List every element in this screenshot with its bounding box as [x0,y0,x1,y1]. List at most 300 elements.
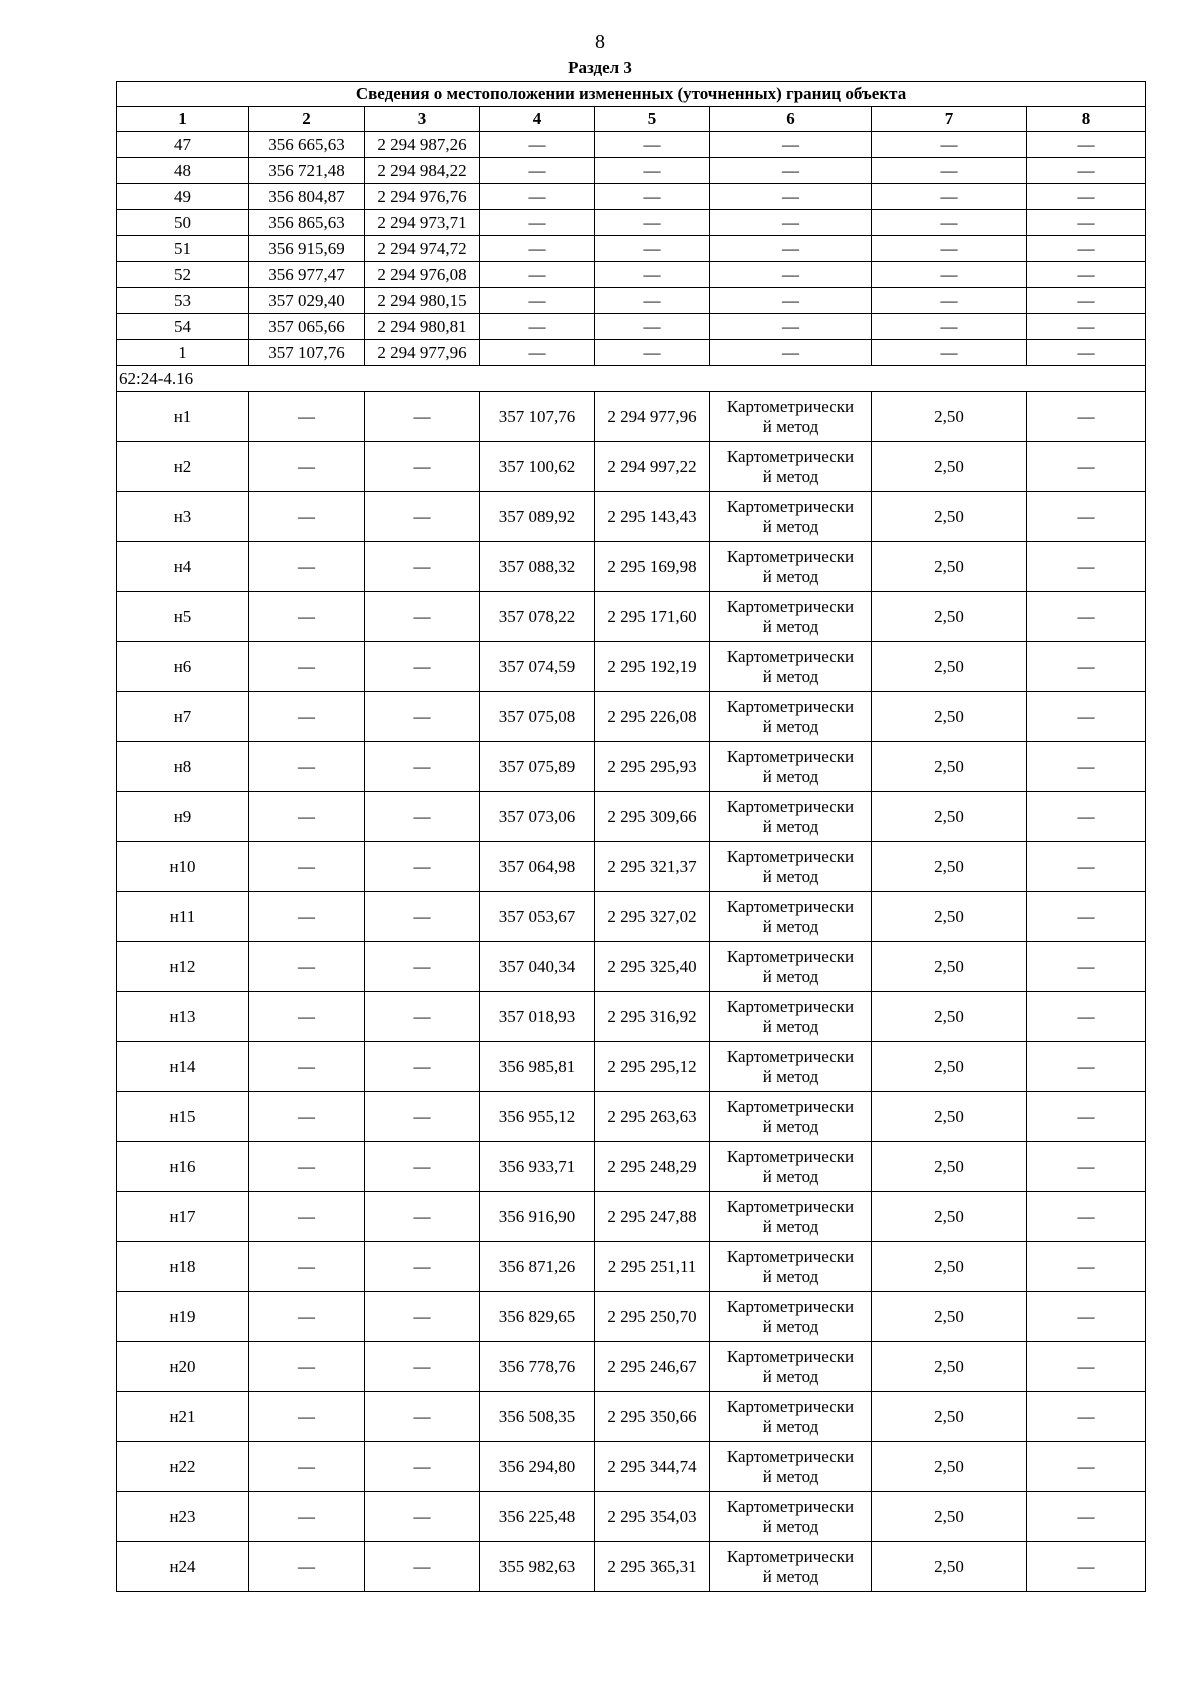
table-row [117,1142,1146,1192]
coordinate-x: 356 829,65 [480,1292,595,1342]
method-text-line1: Картометрически [726,1096,855,1116]
empty-cell: — [1027,692,1146,742]
empty-cell: — [249,992,365,1042]
method-cell [710,1342,872,1392]
empty-cell: — [872,314,1027,340]
empty-cell: — [1027,1492,1146,1542]
table-row [117,1192,1146,1242]
method-text-line1: Картометрически [726,796,855,816]
method-cell [710,1142,872,1192]
coordinate-x: 357 078,22 [480,592,595,642]
coordinate-x: 356 871,26 [480,1242,595,1292]
coordinate-y: 2 295 354,03 [595,1492,710,1542]
empty-cell: — [249,692,365,742]
empty-cell: — [710,340,872,366]
point-number: н3 [117,492,249,542]
empty-cell: — [595,210,710,236]
column-number: 8 [1027,107,1146,132]
accuracy-value: 2,50 [872,1392,1027,1442]
coordinate-x: 357 089,92 [480,492,595,542]
table-row [117,1492,1146,1542]
empty-cell: — [710,158,872,184]
coordinate-y: 2 295 327,02 [595,892,710,942]
point-number: н9 [117,792,249,842]
accuracy-value: 2,50 [872,942,1027,992]
empty-cell: — [365,442,480,492]
empty-cell: — [1027,892,1146,942]
coordinate-x: 357 029,40 [249,288,365,314]
coordinate-y: 2 295 171,60 [595,592,710,642]
method-text-line1: Картометрически [726,1546,855,1566]
empty-cell: — [1027,792,1146,842]
empty-cell: — [710,210,872,236]
table-row [117,392,1146,442]
table-row [117,1342,1146,1392]
method-cell [710,942,872,992]
empty-cell: — [710,262,872,288]
coordinate-y: 2 295 295,93 [595,742,710,792]
coordinate-x: 357 075,08 [480,692,595,742]
empty-cell: — [872,210,1027,236]
method-text-line2: й метод [762,816,819,836]
coordinate-y: 2 294 976,76 [365,184,480,210]
empty-cell: — [1027,542,1146,592]
empty-cell: — [365,1542,480,1592]
empty-cell: — [595,236,710,262]
column-number: 7 [872,107,1027,132]
empty-cell: — [595,184,710,210]
table-row [117,692,1146,742]
point-number: н13 [117,992,249,1042]
empty-cell: — [365,1392,480,1442]
point-number: н21 [117,1392,249,1442]
coordinate-y: 2 294 987,26 [365,132,480,158]
method-text-line2: й метод [762,1366,819,1386]
empty-cell: — [1027,184,1146,210]
accuracy-value: 2,50 [872,1192,1027,1242]
empty-cell: — [249,1192,365,1242]
empty-cell: — [480,340,595,366]
point-number: н16 [117,1142,249,1192]
table-row [117,442,1146,492]
method-text-line2: й метод [762,616,819,636]
coordinate-y: 2 295 316,92 [595,992,710,1042]
group-row [117,366,1146,392]
empty-cell: — [249,942,365,992]
table-row [117,210,1146,236]
accuracy-value: 2,50 [872,992,1027,1042]
coordinate-y: 2 294 976,08 [365,262,480,288]
method-text-line1: Картометрически [726,846,855,866]
coordinate-x: 356 294,80 [480,1442,595,1492]
method-cell [710,1042,872,1092]
method-cell [710,892,872,942]
coordinate-y: 2 294 980,15 [365,288,480,314]
empty-cell: — [249,1492,365,1542]
method-text-line1: Картометрически [726,546,855,566]
empty-cell: — [1027,992,1146,1042]
table-row [117,1092,1146,1142]
method-text-line1: Картометрически [726,1296,855,1316]
accuracy-value: 2,50 [872,1542,1027,1592]
method-text-line2: й метод [762,416,819,436]
coordinate-x: 356 916,90 [480,1192,595,1242]
table-row [117,314,1146,340]
empty-cell: — [872,262,1027,288]
empty-cell: — [595,340,710,366]
table-row [117,1392,1146,1442]
table-row [117,842,1146,892]
coordinate-y: 2 295 321,37 [595,842,710,892]
table-row [117,992,1146,1042]
method-text-line1: Картометрически [726,446,855,466]
empty-cell: — [595,132,710,158]
accuracy-value: 2,50 [872,1142,1027,1192]
table-row [117,1542,1146,1592]
empty-cell: — [872,132,1027,158]
coordinate-x: 357 100,62 [480,442,595,492]
table-row [117,158,1146,184]
table-row [117,1442,1146,1492]
empty-cell: — [1027,642,1146,692]
point-number: н2 [117,442,249,492]
point-number: 47 [117,132,249,158]
empty-cell: — [480,210,595,236]
coordinate-y: 2 295 248,29 [595,1142,710,1192]
coordinate-y: 2 295 365,31 [595,1542,710,1592]
point-number: н11 [117,892,249,942]
table-row [117,642,1146,692]
empty-cell: — [365,642,480,692]
accuracy-value: 2,50 [872,892,1027,942]
method-text-line2: й метод [762,766,819,786]
empty-cell: — [249,1342,365,1392]
point-number: н22 [117,1442,249,1492]
method-text-line2: й метод [762,1566,819,1586]
method-cell [710,1192,872,1242]
coordinate-x: 357 107,76 [480,392,595,442]
coordinate-x: 356 721,48 [249,158,365,184]
accuracy-value: 2,50 [872,492,1027,542]
point-number: н7 [117,692,249,742]
point-number: 51 [117,236,249,262]
method-text-line2: й метод [762,716,819,736]
method-text-line2: й метод [762,966,819,986]
table-row [117,132,1146,158]
empty-cell: — [365,492,480,542]
empty-cell: — [249,792,365,842]
method-text-line1: Картометрически [726,1346,855,1366]
table-row [117,942,1146,992]
method-text-line1: Картометрически [726,646,855,666]
coordinate-y: 2 295 350,66 [595,1392,710,1442]
empty-cell: — [365,892,480,942]
accuracy-value: 2,50 [872,442,1027,492]
coordinate-x: 356 977,47 [249,262,365,288]
accuracy-value: 2,50 [872,742,1027,792]
accuracy-value: 2,50 [872,592,1027,642]
method-cell [710,592,872,642]
table-row [117,1242,1146,1292]
coordinate-x: 356 985,81 [480,1042,595,1092]
coordinate-x: 356 865,63 [249,210,365,236]
empty-cell: — [480,314,595,340]
point-number: н18 [117,1242,249,1292]
empty-cell: — [249,1092,365,1142]
column-number: 3 [365,107,480,132]
empty-cell: — [480,184,595,210]
cadastral-number-label: 62:24-4.16 [117,366,1146,392]
empty-cell: — [365,1042,480,1092]
point-number: 48 [117,158,249,184]
coordinate-y: 2 294 977,96 [595,392,710,442]
empty-cell: — [1027,592,1146,642]
method-cell [710,792,872,842]
empty-cell: — [365,842,480,892]
empty-cell: — [365,1092,480,1142]
accuracy-value: 2,50 [872,642,1027,692]
accuracy-value: 2,50 [872,1292,1027,1342]
coordinate-x: 356 933,71 [480,1142,595,1192]
point-number: 54 [117,314,249,340]
empty-cell: — [1027,210,1146,236]
page-number: 8 [595,31,605,53]
coordinate-x: 357 088,32 [480,542,595,592]
coordinate-y: 2 295 247,88 [595,1192,710,1242]
empty-cell: — [1027,492,1146,542]
empty-cell: — [480,288,595,314]
coordinate-x: 356 778,76 [480,1342,595,1392]
empty-cell: — [365,792,480,842]
accuracy-value: 2,50 [872,542,1027,592]
method-text-line1: Картометрически [726,1396,855,1416]
table-row [117,1292,1146,1342]
empty-cell: — [249,1142,365,1192]
empty-cell: — [1027,132,1146,158]
empty-cell: — [1027,1042,1146,1092]
coordinate-x: 357 075,89 [480,742,595,792]
coordinate-x: 355 982,63 [480,1542,595,1592]
coordinate-y: 2 295 263,63 [595,1092,710,1142]
point-number: н10 [117,842,249,892]
method-text-line2: й метод [762,466,819,486]
empty-cell: — [365,1442,480,1492]
method-cell [710,1092,872,1142]
table-row [117,492,1146,542]
method-text-line2: й метод [762,1016,819,1036]
empty-cell: — [249,1042,365,1092]
table-row [117,892,1146,942]
empty-cell: — [365,1342,480,1392]
method-text-line1: Картометрически [726,996,855,1016]
accuracy-value: 2,50 [872,1242,1027,1292]
method-cell [710,492,872,542]
empty-cell: — [1027,262,1146,288]
method-text-line2: й метод [762,1316,819,1336]
method-text-line2: й метод [762,516,819,536]
empty-cell: — [365,542,480,592]
method-cell [710,742,872,792]
boundary-coordinates-table [116,81,1146,1592]
empty-cell: — [365,1292,480,1342]
coordinate-x: 356 804,87 [249,184,365,210]
empty-cell: — [1027,1442,1146,1492]
section-title: Раздел 3 [568,58,632,77]
table-row [117,288,1146,314]
empty-cell: — [872,340,1027,366]
point-number: н4 [117,542,249,592]
coordinate-x: 357 018,93 [480,992,595,1042]
method-cell [710,1542,872,1592]
empty-cell: — [249,742,365,792]
column-number: 4 [480,107,595,132]
coordinate-y: 2 295 250,70 [595,1292,710,1342]
point-number: 49 [117,184,249,210]
method-cell [710,642,872,692]
coordinate-y: 2 295 325,40 [595,942,710,992]
accuracy-value: 2,50 [872,1042,1027,1092]
coordinate-x: 356 915,69 [249,236,365,262]
empty-cell: — [249,592,365,642]
point-number: н8 [117,742,249,792]
coordinate-x: 357 065,66 [249,314,365,340]
empty-cell: — [1027,236,1146,262]
table-row [117,340,1146,366]
coordinate-y: 2 295 344,74 [595,1442,710,1492]
method-text-line1: Картометрически [726,1196,855,1216]
coordinate-y: 2 295 251,11 [595,1242,710,1292]
empty-cell: — [249,442,365,492]
table-row [117,792,1146,842]
empty-cell: — [1027,842,1146,892]
table-caption-row [117,82,1146,107]
method-text-line1: Картометрически [726,746,855,766]
method-text-line1: Картометрически [726,396,855,416]
coordinate-y: 2 294 984,22 [365,158,480,184]
empty-cell: — [1027,288,1146,314]
method-cell [710,442,872,492]
accuracy-value: 2,50 [872,1492,1027,1542]
empty-cell: — [872,158,1027,184]
empty-cell: — [1027,392,1146,442]
accuracy-value: 2,50 [872,392,1027,442]
empty-cell: — [365,1242,480,1292]
coordinate-x: 356 225,48 [480,1492,595,1542]
coordinate-y: 2 295 226,08 [595,692,710,742]
column-number: 2 [249,107,365,132]
empty-cell: — [872,288,1027,314]
table-body [117,82,1146,1592]
coordinate-x: 356 508,35 [480,1392,595,1442]
empty-cell: — [249,1542,365,1592]
empty-cell: — [1027,1292,1146,1342]
empty-cell: — [365,942,480,992]
empty-cell: — [365,992,480,1042]
coordinate-x: 357 064,98 [480,842,595,892]
empty-cell: — [1027,158,1146,184]
coordinate-y: 2 295 246,67 [595,1342,710,1392]
column-number: 5 [595,107,710,132]
empty-cell: — [710,314,872,340]
point-number: н17 [117,1192,249,1242]
method-text-line1: Картометрически [726,1496,855,1516]
coordinate-y: 2 295 295,12 [595,1042,710,1092]
coordinate-y: 2 294 980,81 [365,314,480,340]
coordinate-y: 2 294 974,72 [365,236,480,262]
point-number: 1 [117,340,249,366]
accuracy-value: 2,50 [872,842,1027,892]
coordinate-y: 2 295 309,66 [595,792,710,842]
empty-cell: — [872,184,1027,210]
empty-cell: — [1027,1392,1146,1442]
coordinate-y: 2 294 997,22 [595,442,710,492]
coordinate-x: 357 053,67 [480,892,595,942]
empty-cell: — [249,1242,365,1292]
empty-cell: — [365,1142,480,1192]
coordinate-x: 357 073,06 [480,792,595,842]
table-caption: Сведения о местоположении измененных (уточненных) границ объекта [117,82,1146,107]
accuracy-value: 2,50 [872,1092,1027,1142]
table-row [117,184,1146,210]
empty-cell: — [249,892,365,942]
method-cell [710,992,872,1042]
empty-cell: — [365,1492,480,1542]
accuracy-value: 2,50 [872,1342,1027,1392]
coordinate-y: 2 295 143,43 [595,492,710,542]
empty-cell: — [595,262,710,288]
accuracy-value: 2,50 [872,1442,1027,1492]
empty-cell: — [1027,1142,1146,1192]
method-text-line1: Картометрически [726,896,855,916]
column-number: 1 [117,107,249,132]
method-cell [710,1292,872,1342]
method-text-line1: Картометрически [726,596,855,616]
method-cell [710,1242,872,1292]
empty-cell: — [1027,442,1146,492]
method-text-line2: й метод [762,866,819,886]
point-number: н6 [117,642,249,692]
coordinate-x: 357 040,34 [480,942,595,992]
empty-cell: — [595,314,710,340]
empty-cell: — [249,842,365,892]
method-text-line2: й метод [762,1216,819,1236]
method-text-line2: й метод [762,1516,819,1536]
table-row [117,262,1146,288]
coordinate-y: 2 294 977,96 [365,340,480,366]
method-text-line2: й метод [762,666,819,686]
empty-cell: — [480,236,595,262]
empty-cell: — [249,642,365,692]
coordinate-y: 2 295 192,19 [595,642,710,692]
table-row [117,542,1146,592]
empty-cell: — [710,132,872,158]
point-number: н12 [117,942,249,992]
coordinate-y: 2 294 973,71 [365,210,480,236]
empty-cell: — [249,492,365,542]
method-text-line2: й метод [762,1416,819,1436]
empty-cell: — [1027,1192,1146,1242]
method-cell [710,842,872,892]
point-number: н5 [117,592,249,642]
empty-cell: — [365,742,480,792]
method-cell [710,1492,872,1542]
method-text-line2: й метод [762,1266,819,1286]
point-number: н19 [117,1292,249,1342]
method-text-line2: й метод [762,566,819,586]
point-number: 53 [117,288,249,314]
point-number: 50 [117,210,249,236]
empty-cell: — [1027,942,1146,992]
